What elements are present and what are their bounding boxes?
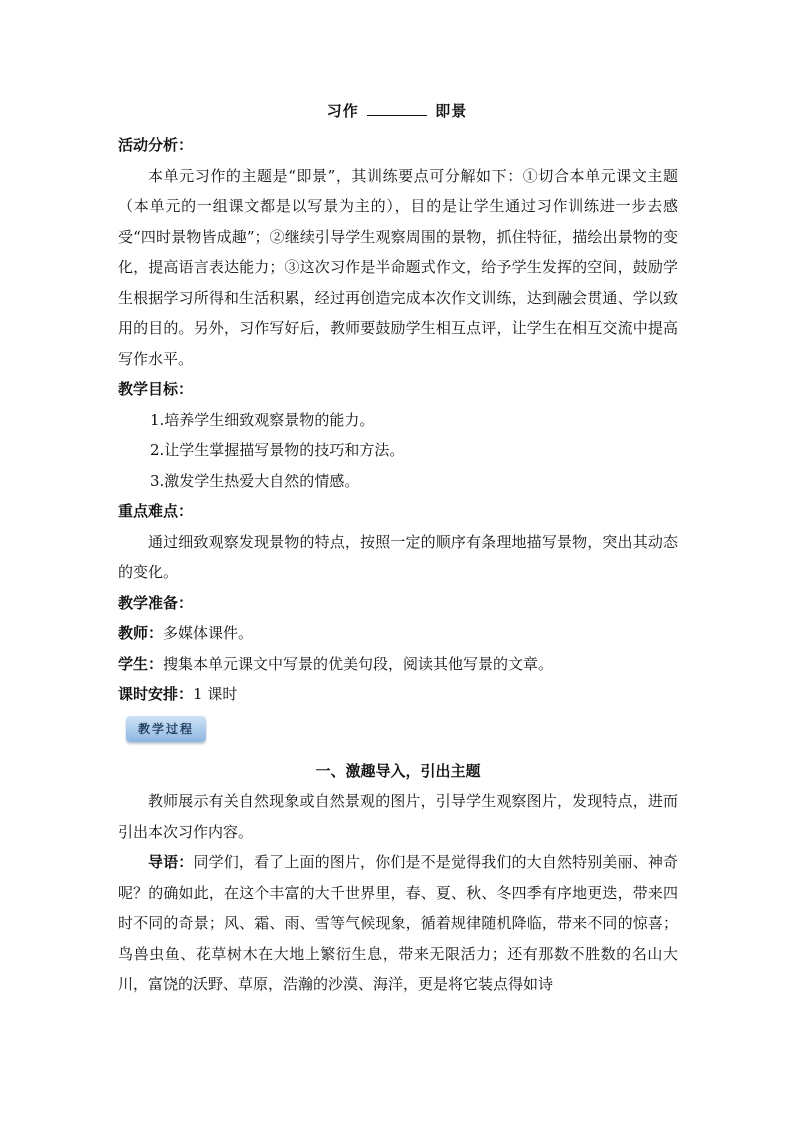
goal-item: 2.让学生掌握描写景物的技巧和方法。 [150,441,405,459]
goal-item: 1.培养学生细致观察景物的能力。 [150,410,375,429]
analysis-paragraph: 本单元习作的主题是“即景”，其训练要点可分解如下：①切合本单元课文主题（本单元的一组课文都是以写景为主的），目的是让学生通过习作训练进一步去感受“四时景物皆成趣”；②继续引导学生观察周围的景物，抓住特征，描绘出景物的变化，提高语言表达能力；③这次习作是半命题式作文，给予学生发挥的空间，鼓励学生根据学习所得和生活积累，经过再创造完成本次作文训练，达到融会贯通、学以致用的目的。另外，习作写好后，教师要鼓励学生相互点评，让学生在相互交流中提高写作水平。 [118,166,678,368]
key-points-paragraph: 通过细致观察发现景物的特点，按照一定的顺序有条理地描写景物，突出其动态的变化。 [118,532,678,581]
intro-text: 同学们，看了上面的图片，你们是不是觉得我们的大自然特别美丽、神奇呢？的确如此，在这个丰富的大千世界里，春、夏、秋、冬四季有序地更迭，带来四时不同的奇景；风、霜、雨、雪等气候现象，循着规律随机降临，带来不同的惊喜；鸟兽虫鱼、花草树木在大地上繁衍生息，带来无限活力；还有那数不胜数的名山大川，富饶的沃野、草原，浩瀚的沙漠、海洋，更是将它装点得如诗 [118,853,678,993]
title-blank [367,103,427,116]
title-prefix: 习作 [326,102,359,120]
prep-teacher-line [118,618,678,649]
section-title: 一、激趣导入，引出主题 [315,761,481,780]
document-body [118,130,678,1000]
key-points-heading: 重点难点： [118,502,194,520]
analysis-heading: 活动分析： [118,136,194,154]
schedule-text: 1 课时 [193,685,238,703]
schedule-label: 课时安排： [118,685,194,703]
intro-paragraph [118,847,678,1000]
title-suffix: 即景 [435,102,468,120]
student-label: 学生： [118,654,164,673]
prep-student-line [118,649,678,680]
intro-label: 导语： [148,853,194,871]
student-text: 搜集本单元课文中写景的优美句段，阅读其他写景的文章。 [163,654,554,673]
prep-heading: 教学准备： [118,593,194,612]
process-badge-row [118,710,678,756]
teacher-label: 教师： [118,624,164,642]
section-paragraph: 教师展示有关自然现象或自然景观的图片，引导学生观察图片，发现特点，进而引出本次习作内容。 [118,792,678,841]
process-badge: 教学过程 [126,716,206,742]
document-title [0,100,794,121]
goals-heading: 教学目标： [118,380,194,398]
schedule-line [118,679,678,710]
goal-item: 3.激发学生热爱大自然的情感。 [150,471,360,490]
teacher-text: 多媒体课件。 [163,624,254,642]
